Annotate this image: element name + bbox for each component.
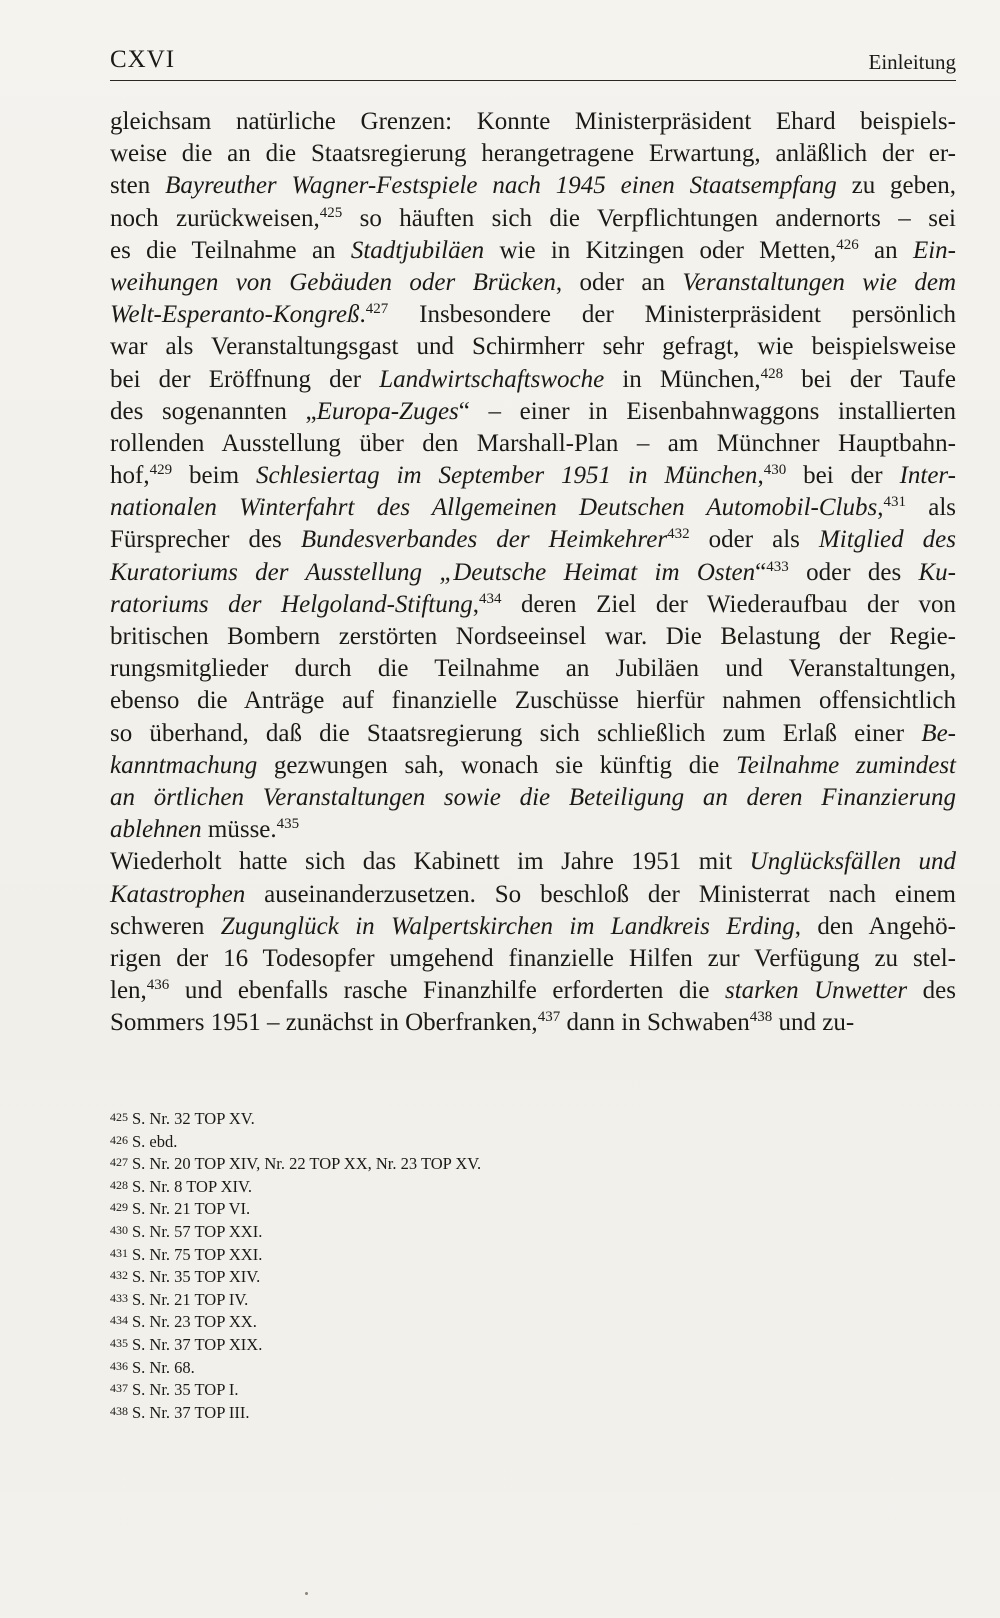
text-line bbox=[110, 138, 956, 170]
footnote-text: S. Nr. 21 TOP IV. bbox=[132, 1289, 249, 1309]
text-run: , bbox=[877, 494, 884, 522]
running-header bbox=[110, 40, 956, 81]
footnote-ref: 435 bbox=[276, 816, 300, 833]
text-line bbox=[110, 975, 956, 1007]
footnote-number: 433 bbox=[110, 1290, 128, 1305]
italic-run: nationalen Winterfahrt des Allgemeinen Deutschen Automobil-Clubs bbox=[110, 494, 878, 522]
text-line bbox=[110, 782, 956, 814]
footnote-item bbox=[110, 1106, 956, 1129]
text-run: Fürsprecher des bbox=[110, 526, 301, 554]
text-line bbox=[110, 267, 956, 299]
italic-run: Katastrophen bbox=[110, 880, 246, 908]
footnote-text: S. Nr. 75 TOP XXI. bbox=[132, 1244, 263, 1264]
text-line bbox=[110, 557, 956, 589]
text-line bbox=[110, 911, 956, 943]
text-run: bei der Eröffnung der bbox=[110, 365, 380, 393]
text-line bbox=[110, 621, 956, 653]
text-run: und ebenfalls rasche Finanzhilfe erforderten die bbox=[169, 977, 725, 1005]
italic-run: Bundesverbandes der Heimkehrer bbox=[300, 526, 668, 554]
footnote-text: S. Nr. 37 TOP XIX. bbox=[132, 1334, 263, 1354]
italic-run: starken Unwetter bbox=[724, 977, 908, 1005]
footnote-item bbox=[110, 1242, 956, 1265]
footnote-number: 425 bbox=[110, 1110, 128, 1124]
footnote-ref: 428 bbox=[760, 365, 784, 382]
text-line bbox=[110, 846, 956, 878]
footnote-text: S. Nr. 32 TOP XV. bbox=[132, 1109, 255, 1128]
text-run: deren Ziel der Wiederaufbau der von bbox=[501, 590, 957, 618]
footnote-text: S. Nr. 37 TOP III. bbox=[132, 1402, 250, 1422]
italic-run: Bayreuther Wagner-Festspiele nach 1945 einen Staatsempfang bbox=[165, 172, 837, 200]
text-run: es die Teilnahme an bbox=[110, 236, 351, 264]
text-run: des sogenannten „ bbox=[110, 397, 317, 425]
text-run: wie in Kitzingen oder Metten, bbox=[484, 236, 837, 264]
footnote-text: S. Nr. 35 TOP XIV. bbox=[132, 1267, 261, 1287]
footnote-text: S. Nr. 57 TOP XXI. bbox=[132, 1221, 263, 1241]
italic-run: Landwirtschaftswoche bbox=[379, 365, 605, 393]
footnote-item bbox=[110, 1264, 956, 1287]
footnote-number: 431 bbox=[110, 1245, 128, 1260]
footnote-ref: 429 bbox=[149, 462, 173, 479]
footnote-item bbox=[110, 1151, 956, 1174]
page-number: CXVI bbox=[110, 46, 176, 73]
text-run: hof, bbox=[110, 462, 150, 490]
text-run: rungsmitglieder durch die Teilnahme an Jubiläen und Veranstaltungen, bbox=[110, 655, 956, 683]
italic-run: an örtlichen Veranstaltungen sowie die Beteiligung an deren Finanzierung bbox=[110, 783, 956, 811]
text-run: gleichsam natürliche Grenzen: Konnte Ministerpräsident Ehard beispiels- bbox=[110, 108, 956, 135]
text-line bbox=[110, 685, 956, 717]
text-run: rollenden Ausstellung über den Marshall-Plan – am Münchner Hauptbahn- bbox=[110, 429, 956, 457]
footnote-number: 436 bbox=[110, 1358, 128, 1373]
text-run: und zu- bbox=[772, 1009, 855, 1037]
footnote-number: 430 bbox=[110, 1222, 128, 1237]
footnote-text: S. Nr. 8 TOP XIV. bbox=[132, 1176, 252, 1196]
text-line bbox=[110, 331, 956, 363]
text-run: oder als bbox=[689, 526, 819, 554]
text-run: gezwungen sah, wonach sie künftig die bbox=[257, 751, 737, 779]
text-run: war als Veranstaltungsgast und Schirmherr sehr gefragt, wie beispielsweise bbox=[110, 333, 956, 361]
text-run: sten bbox=[110, 172, 166, 200]
italic-run: Kuratoriums der Ausstellung „Deutsche Heimat im Osten bbox=[110, 558, 756, 586]
italic-run: Inter- bbox=[899, 462, 956, 490]
footnote-ref: 438 bbox=[749, 1009, 773, 1026]
italic-run: Teilnahme zumindest bbox=[736, 751, 956, 779]
italic-run: Europa-Zuges bbox=[316, 397, 459, 425]
footnote-ref: 437 bbox=[537, 1009, 561, 1026]
text-run: bei der bbox=[786, 462, 900, 490]
text-line bbox=[110, 428, 956, 460]
text-line bbox=[110, 460, 956, 492]
footnote-item bbox=[110, 1332, 956, 1355]
footnote-ref: 426 bbox=[836, 236, 859, 253]
text-line bbox=[110, 492, 956, 524]
footnote-item bbox=[110, 1377, 956, 1400]
italic-run: Unglücksfällen und bbox=[749, 848, 956, 876]
text-run: des bbox=[907, 977, 957, 1005]
text-run: oder des bbox=[788, 558, 919, 586]
footnote-text: S. Nr. 23 TOP XX. bbox=[132, 1312, 257, 1332]
text-run: schweren bbox=[110, 912, 221, 940]
italic-run: Ku- bbox=[918, 558, 956, 586]
text-line bbox=[110, 170, 956, 202]
text-line bbox=[110, 106, 956, 138]
text-line bbox=[110, 524, 956, 556]
text-run: , bbox=[472, 590, 479, 618]
text-run: britischen Bombern zerstörten Nordseeinsel war. Die Belastung der Regie- bbox=[110, 623, 956, 650]
footnote-item bbox=[110, 1129, 956, 1152]
italic-run: ablehnen bbox=[110, 816, 202, 844]
footnote-item bbox=[110, 1196, 956, 1219]
text-run: , den Angehö- bbox=[794, 912, 956, 940]
text-run: rigen der 16 Todesopfer umgehend finanzielle Hilfen zur Verfügung zu stel- bbox=[110, 944, 956, 972]
footnote-text: S. Nr. 21 TOP VI. bbox=[132, 1199, 251, 1219]
text-run: Sommers 1951 – zunächst in Oberfranken, bbox=[110, 1009, 538, 1037]
text-run: an bbox=[858, 236, 913, 264]
text-run: dann in Schwaben bbox=[560, 1009, 750, 1037]
footnote-ref: 425 bbox=[319, 204, 343, 221]
italic-run: ratoriums der Helgoland-Stiftung bbox=[110, 590, 473, 618]
footnotes bbox=[110, 1106, 956, 1422]
footnote-ref: 427 bbox=[365, 301, 389, 318]
footnote-text: S. Nr. 20 TOP XIV, Nr. 22 TOP XX, Nr. 23 TOP XV. bbox=[132, 1154, 482, 1174]
footnote-ref: 432 bbox=[667, 526, 690, 543]
text-line bbox=[110, 299, 956, 331]
text-run: noch zurückweisen, bbox=[110, 204, 320, 232]
text-run: bei der Taufe bbox=[783, 365, 957, 393]
footnote-item bbox=[110, 1174, 956, 1197]
main-text bbox=[110, 106, 956, 1039]
text-line bbox=[110, 1007, 956, 1039]
footnote-ref: 431 bbox=[883, 494, 906, 511]
text-run: als bbox=[905, 494, 956, 522]
text-run: zu geben, bbox=[836, 172, 956, 200]
footnote-text: S. ebd. bbox=[132, 1131, 178, 1151]
text-run: len, bbox=[110, 977, 147, 1005]
text-run: Insbesondere der Ministerpräsident persönlich bbox=[388, 301, 956, 329]
text-run: auseinanderzusetzen. So beschloß der Ministerrat nach einem bbox=[245, 880, 956, 908]
text-line bbox=[110, 750, 956, 782]
text-run: , bbox=[757, 462, 764, 490]
text-line bbox=[110, 203, 956, 235]
footnote-ref: 436 bbox=[146, 977, 170, 994]
text-line bbox=[110, 943, 956, 975]
footnote-ref: 434 bbox=[478, 590, 502, 607]
footnote-text: S. Nr. 68. bbox=[132, 1357, 195, 1377]
text-run: ebenso die Anträge auf finanzielle Zuschüsse hierfür nahmen offensichtlich bbox=[110, 687, 956, 715]
section-title: Einleitung bbox=[868, 50, 956, 74]
footnote-ref: 430 bbox=[763, 462, 787, 479]
footnote-item bbox=[110, 1219, 956, 1242]
italic-run: weihungen von Gebäuden oder Brücken bbox=[110, 268, 556, 296]
footnote-number: 429 bbox=[110, 1200, 128, 1215]
text-run: weise die an die Staatsregierung herangetragene Erwartung, anläßlich der er- bbox=[110, 140, 956, 168]
text-line bbox=[110, 814, 956, 846]
text-line bbox=[110, 396, 956, 428]
footnote-number: 438 bbox=[110, 1403, 128, 1418]
italic-run: Ein- bbox=[912, 236, 956, 264]
footnote-number: 428 bbox=[110, 1177, 128, 1192]
text-run: “ – einer in Eisenbahnwaggons installierten bbox=[458, 397, 956, 425]
text-line bbox=[110, 879, 956, 911]
footnote-number: 435 bbox=[110, 1335, 128, 1350]
footnote-item bbox=[110, 1287, 956, 1310]
italic-run: Zugunglück in Walpertskirchen im Landkreis Erding bbox=[220, 912, 795, 940]
footnote-item bbox=[110, 1355, 956, 1378]
footnote-number: 427 bbox=[110, 1155, 128, 1170]
italic-run: Be- bbox=[921, 719, 956, 747]
footnote-item bbox=[110, 1400, 956, 1423]
footnote-item bbox=[110, 1309, 956, 1332]
page-speck bbox=[305, 1592, 308, 1595]
text-line bbox=[110, 718, 956, 750]
text-run: müsse. bbox=[201, 816, 277, 844]
footnote-number: 432 bbox=[110, 1268, 128, 1283]
text-run: , oder an bbox=[555, 268, 683, 296]
text-run: Wiederholt hatte sich das Kabinett im Jahre 1951 mit bbox=[110, 848, 750, 876]
footnote-number: 426 bbox=[110, 1132, 128, 1147]
text-line bbox=[110, 235, 956, 267]
text-run: . bbox=[359, 301, 366, 329]
italic-run: Veranstaltungen wie dem bbox=[682, 268, 956, 296]
italic-run: Schlesiertag im September 1951 in München bbox=[256, 462, 758, 490]
text-line bbox=[110, 364, 956, 396]
text-run: so häuften sich die Verpflichtungen andernorts – sei bbox=[342, 204, 956, 232]
footnote-text: S. Nr. 35 TOP I. bbox=[132, 1380, 239, 1400]
text-run: beim bbox=[172, 462, 257, 490]
footnote-ref: 433 bbox=[766, 558, 789, 575]
text-line bbox=[110, 653, 956, 685]
text-run: in München, bbox=[604, 365, 761, 393]
italic-run: Stadtjubiläen bbox=[350, 236, 485, 264]
italic-run: kanntmachung bbox=[110, 751, 258, 779]
footnote-number: 437 bbox=[110, 1381, 128, 1396]
text-run: so überhand, daß die Staatsregierung sich schließlich zum Erlaß einer bbox=[110, 719, 922, 747]
text-run: “ bbox=[755, 558, 767, 586]
italic-run: Welt-Esperanto-Kongreß bbox=[110, 301, 360, 329]
italic-run: Mitglied des bbox=[818, 526, 957, 554]
footnote-number: 434 bbox=[110, 1313, 128, 1328]
text-line bbox=[110, 589, 956, 621]
